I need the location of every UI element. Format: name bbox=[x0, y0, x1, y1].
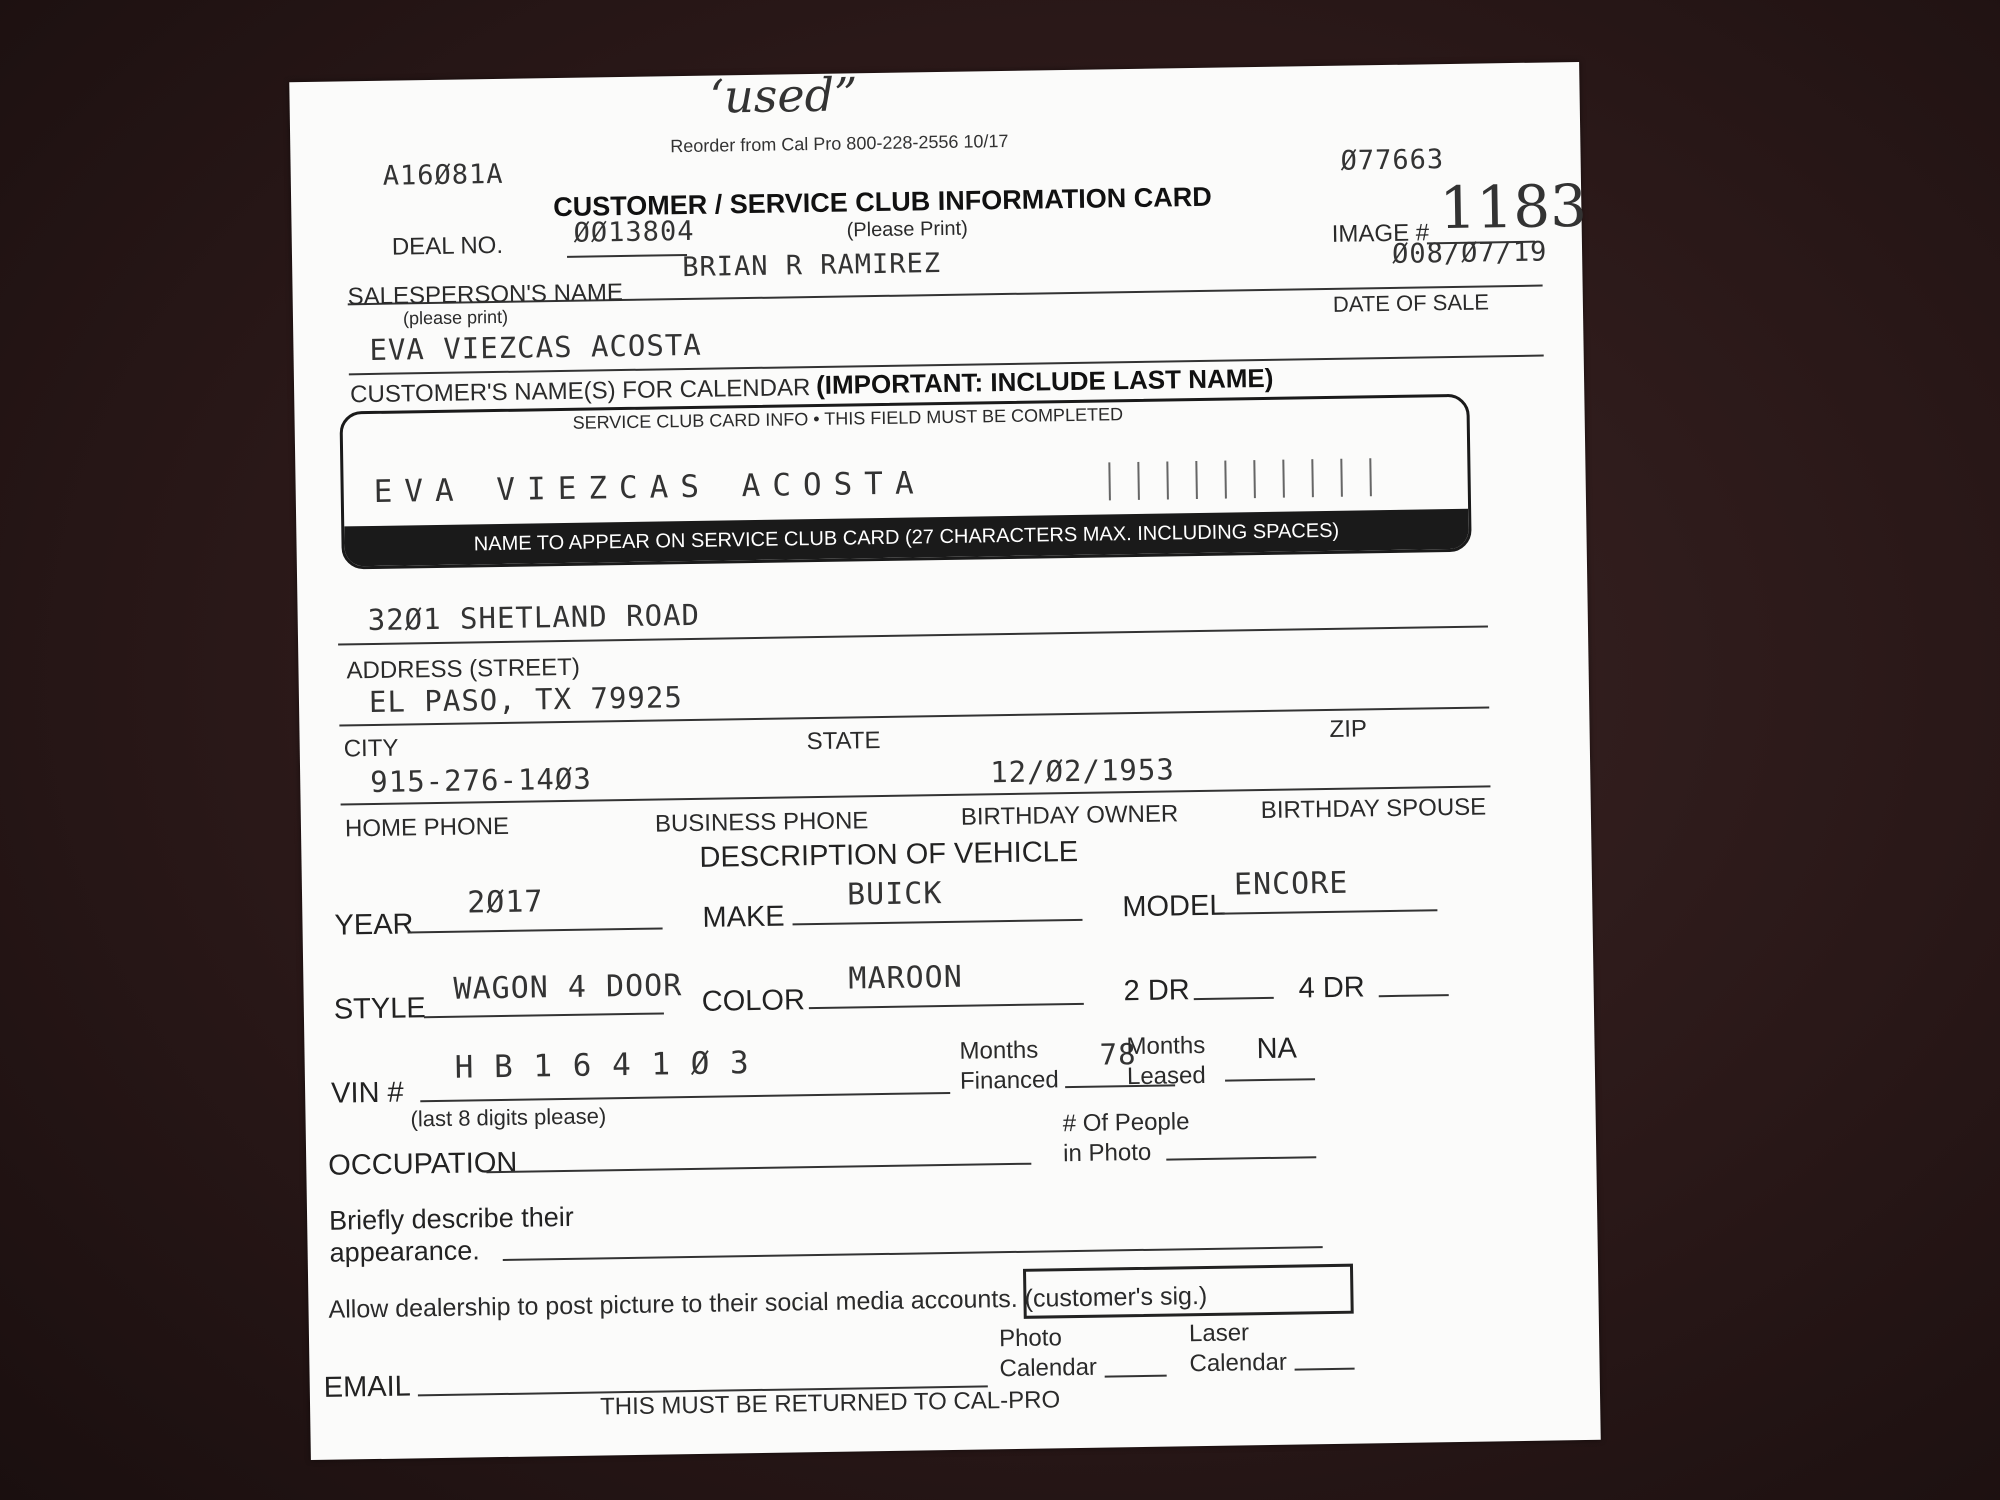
laser-calendar-label-2: Calendar bbox=[1189, 1348, 1288, 1378]
form-code: A16Ø81A bbox=[382, 158, 504, 192]
important-note: (IMPORTANT: INCLUDE LAST NAME) bbox=[815, 362, 1274, 400]
zip-label: ZIP bbox=[1329, 715, 1368, 743]
appearance-label-2: appearance. bbox=[329, 1235, 480, 1268]
model-line bbox=[1222, 909, 1437, 914]
make-value[interactable]: BUICK bbox=[846, 876, 943, 913]
service-club-name[interactable]: EVA VIEZCAS ACOSTA bbox=[373, 465, 926, 510]
service-club-footer: NAME TO APPEAR ON SERVICE CLUB CARD (27 CHARACTERS MAX. INCLUDING SPACES) bbox=[344, 509, 1468, 567]
vin-value[interactable]: H B 1 6 4 1 Ø 3 bbox=[454, 1045, 750, 1086]
home-phone-value[interactable]: 915-276-14Ø3 bbox=[369, 761, 593, 800]
model-label: MODEL bbox=[1122, 889, 1226, 924]
image-number-value[interactable]: 1183 bbox=[1438, 171, 1588, 243]
photo-calendar-line[interactable] bbox=[1105, 1375, 1167, 1378]
months-leased-label-1: Months bbox=[1126, 1031, 1206, 1061]
color-value[interactable]: MAROON bbox=[848, 959, 964, 997]
vehicle-header: DESCRIPTION OF VEHICLE bbox=[699, 835, 1079, 874]
four-door-line bbox=[1379, 994, 1449, 997]
make-label: MAKE bbox=[702, 900, 785, 934]
service-club-header: SERVICE CLUB CARD INFO • THIS FIELD MUST BE COMPLETED bbox=[572, 404, 1124, 433]
business-phone-label: BUSINESS PHONE bbox=[654, 807, 869, 838]
make-line bbox=[793, 919, 1083, 926]
customer-name-label: CUSTOMER'S NAME(S) FOR CALENDAR bbox=[349, 374, 811, 409]
customer-signature-box[interactable] bbox=[1023, 1264, 1354, 1319]
year-line bbox=[408, 927, 663, 933]
service-club-information-card bbox=[289, 62, 1600, 1460]
form-title: CUSTOMER / SERVICE CLUB INFORMATION CARD bbox=[553, 181, 1212, 223]
state-label: STATE bbox=[806, 727, 881, 756]
two-door-line bbox=[1194, 997, 1274, 1000]
salesperson-sub-label: (please print) bbox=[402, 306, 509, 329]
date-of-sale-value[interactable]: Ø08/Ø7/19 bbox=[1391, 236, 1548, 270]
months-leased-label-2: Leased bbox=[1126, 1061, 1206, 1091]
model-value[interactable]: ENCORE bbox=[1233, 865, 1349, 903]
deal-no-line bbox=[567, 254, 687, 258]
color-line bbox=[809, 1003, 1084, 1009]
occupation-line[interactable] bbox=[486, 1163, 1031, 1174]
address-label: ADDRESS (STREET) bbox=[346, 653, 581, 685]
appearance-label-1: Briefly describe their bbox=[328, 1201, 574, 1236]
people-in-photo-label-1: # Of People bbox=[1062, 1108, 1190, 1138]
months-leased-value[interactable]: NA bbox=[1256, 1032, 1298, 1066]
deal-no-label: DEAL NO. bbox=[391, 231, 504, 261]
style-label: STYLE bbox=[333, 992, 426, 1026]
customer-name-value[interactable]: EVA VIEZCAS ACOSTA bbox=[369, 327, 702, 367]
please-print-note: (Please Print) bbox=[846, 217, 968, 242]
laser-calendar-line[interactable] bbox=[1295, 1368, 1355, 1371]
months-financed-value[interactable]: 78 bbox=[1099, 1037, 1137, 1072]
months-financed-label-1: Months bbox=[959, 1036, 1039, 1065]
style-line bbox=[424, 1012, 664, 1018]
birthday-owner-label: BIRTHDAY OWNER bbox=[960, 800, 1179, 831]
image-label: IMAGE # bbox=[1331, 219, 1430, 248]
people-in-photo-line[interactable] bbox=[1166, 1156, 1316, 1160]
months-leased-line bbox=[1225, 1078, 1315, 1081]
occupation-label: OCCUPATION bbox=[328, 1146, 518, 1182]
two-door-label: 2 DR bbox=[1123, 974, 1190, 1008]
four-door-label: 4 DR bbox=[1298, 971, 1365, 1005]
months-financed-label-2: Financed bbox=[959, 1066, 1059, 1095]
reorder-text: Reorder from Cal Pro 800-228-2556 10/17 bbox=[670, 130, 1009, 157]
laser-calendar-label-1: Laser bbox=[1188, 1319, 1250, 1348]
return-note: THIS MUST BE RETURNED TO CAL-PRO bbox=[599, 1386, 1061, 1421]
service-club-box[interactable] bbox=[339, 394, 1471, 570]
city-state-zip-value[interactable]: EL PASO, TX 79925 bbox=[368, 680, 684, 720]
serial-number: Ø77663 bbox=[1340, 144, 1445, 177]
photo-calendar-label-2: Calendar bbox=[999, 1353, 1098, 1383]
address-value[interactable]: 32Ø1 SHETLAND ROAD bbox=[367, 597, 701, 638]
color-label: COLOR bbox=[701, 984, 806, 1018]
vin-line bbox=[420, 1092, 950, 1102]
social-media-permission-label: Allow dealership to post picture to their social media accounts. (customer's sig.) bbox=[328, 1281, 1208, 1324]
deal-no-value[interactable]: ØØ13804 bbox=[573, 215, 695, 249]
birthday-spouse-label: BIRTHDAY SPOUSE bbox=[1260, 793, 1487, 825]
home-phone-label: HOME PHONE bbox=[344, 812, 510, 843]
appearance-line[interactable] bbox=[503, 1246, 1323, 1261]
year-label: YEAR bbox=[334, 908, 414, 942]
birthday-owner-value[interactable]: 12/Ø2/1953 bbox=[989, 752, 1176, 790]
date-of-sale-label: DATE OF SALE bbox=[1332, 289, 1490, 317]
character-boxes bbox=[1108, 457, 1449, 510]
style-value[interactable]: WAGON 4 DOOR bbox=[453, 968, 683, 1007]
people-in-photo-label-2: in Photo bbox=[1062, 1138, 1152, 1168]
photo-calendar-label-1: Photo bbox=[998, 1324, 1063, 1353]
city-label: CITY bbox=[343, 734, 399, 763]
year-value[interactable]: 2Ø17 bbox=[466, 884, 544, 921]
vin-sub-label: (last 8 digits please) bbox=[410, 1103, 607, 1132]
salesperson-name-value[interactable]: BRIAN R RAMIREZ bbox=[681, 248, 942, 284]
email-label: EMAIL bbox=[323, 1370, 412, 1404]
handwritten-used-note: ‘used” bbox=[709, 67, 858, 124]
vin-label: VIN # bbox=[330, 1076, 404, 1110]
salesperson-label: SALESPERSON'S NAME bbox=[347, 279, 624, 311]
